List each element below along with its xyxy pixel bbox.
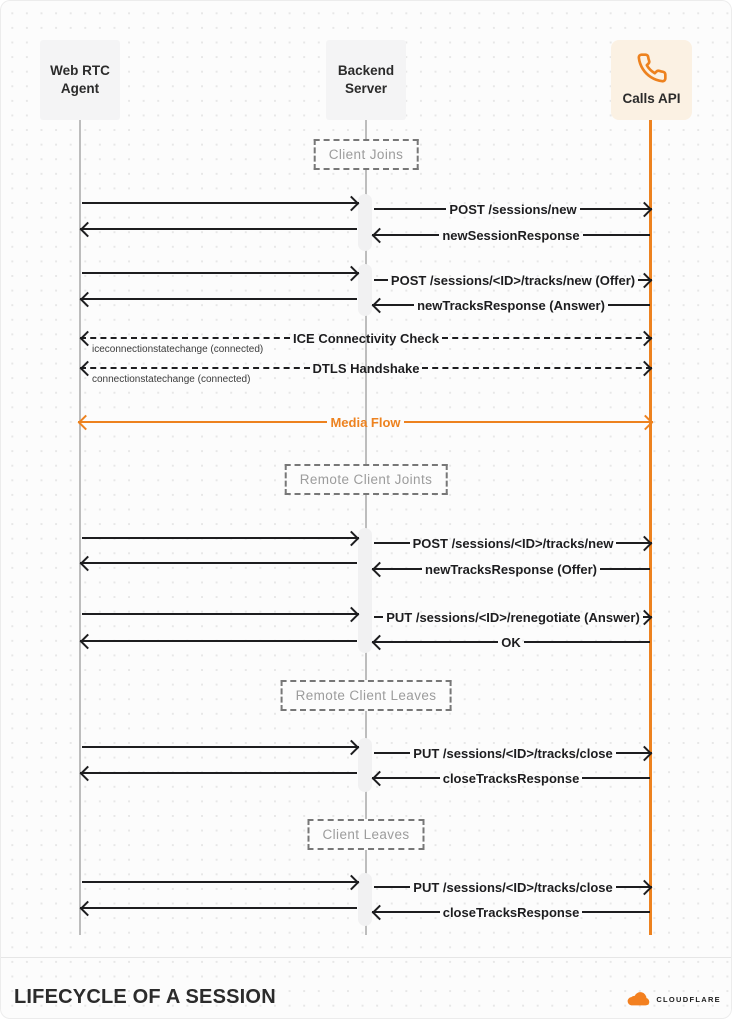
message-arrow [82, 263, 357, 283]
cloudflare-cloud-icon [625, 992, 653, 1007]
arrowhead-left-icon [80, 221, 96, 237]
arrow-line [374, 886, 410, 888]
arrow-line [82, 881, 359, 883]
arrow-line [374, 616, 383, 618]
message-label: Media Flow [330, 414, 401, 430]
arrow-line [80, 337, 290, 339]
message-arrow [82, 553, 357, 573]
arrowhead-left-icon [80, 633, 96, 649]
event-subtext: connectionstatechange (connected) [92, 374, 251, 385]
arrowhead-left-icon [80, 765, 96, 781]
actor-calls-api-label: Calls API [622, 91, 681, 107]
message-arrow [374, 225, 650, 245]
actor-calls-api [611, 40, 692, 120]
actor-label-line: Server [344, 81, 388, 96]
arrow-line [80, 907, 357, 909]
arrowhead-left-icon [80, 555, 96, 571]
message-arrow [82, 604, 357, 624]
arrow-line [78, 421, 327, 423]
arrow-line [442, 337, 652, 339]
arrow-line [374, 279, 388, 281]
arrow-line [524, 641, 650, 643]
message-arrow [374, 199, 650, 219]
arrowhead-right-icon [637, 535, 653, 551]
arrowhead-right-icon [638, 414, 654, 430]
message-arrow [82, 763, 357, 783]
section-label-box: Remote Client Leaves [281, 680, 452, 711]
arrow-line [82, 272, 359, 274]
message-arrow [82, 528, 357, 548]
message-arrow [82, 219, 357, 239]
actor-backend-server-label [338, 62, 394, 97]
message-arrow [374, 877, 650, 897]
lifeline-webrtc-agent [79, 119, 81, 935]
actor-backend-server [326, 40, 406, 120]
actor-webrtc-agent [40, 40, 120, 120]
message-label: OK [501, 634, 521, 650]
message-arrow [374, 607, 650, 627]
message-label: PUT /sessions/<ID>/tracks/close [413, 745, 613, 761]
arrowhead-left-icon [80, 291, 96, 307]
arrowhead-right-icon [344, 606, 360, 622]
cloudflare-wordmark: CLOUDFLARE [656, 995, 721, 1004]
arrowhead-right-icon [344, 739, 360, 755]
activation-bar [358, 528, 372, 653]
arrow-line [583, 234, 650, 236]
actor-webrtc-agent-label [50, 62, 110, 97]
activation-bar [358, 264, 372, 316]
actor-label-line: Backend [337, 63, 395, 79]
message-arrow [82, 193, 357, 213]
arrow-line [82, 746, 359, 748]
message-label: PUT /sessions/<ID>/renegotiate (Answer) [386, 609, 640, 625]
message-label: POST /sessions/new [449, 201, 577, 217]
message-label: PUT /sessions/<ID>/tracks/close [413, 879, 613, 895]
arrowhead-left-icon [372, 297, 388, 313]
message-arrow [374, 743, 650, 763]
section-label-box: Client Leaves [308, 819, 425, 850]
arrow-line [582, 911, 650, 913]
arrow-line [608, 304, 650, 306]
arrowhead-left-icon [80, 900, 96, 916]
arrow-line [374, 752, 410, 754]
message-arrow [374, 559, 650, 579]
arrowhead-right-icon [637, 745, 653, 761]
activation-bar [358, 738, 372, 792]
arrow-line [82, 613, 359, 615]
arrowhead-left-icon [372, 561, 388, 577]
message-arrow [374, 270, 650, 290]
arrow-line [80, 772, 357, 774]
arrow-line [422, 367, 652, 369]
arrow-line [80, 640, 357, 642]
message-label: ICE Connectivity Check [293, 330, 439, 346]
message-label: newTracksResponse (Answer) [417, 297, 605, 313]
arrowhead-right-icon [344, 530, 360, 546]
arrow-line [80, 228, 357, 230]
arrow-line [82, 537, 359, 539]
arrowhead-left-icon [372, 634, 388, 650]
arrow-line [374, 542, 410, 544]
message-arrow [82, 898, 357, 918]
activation-bar [358, 873, 372, 926]
message-arrow [374, 902, 650, 922]
section-label-box: Client Joins [314, 139, 419, 170]
footer-divider [0, 957, 732, 958]
cloudflare-logo [625, 992, 721, 1007]
arrow-line [372, 641, 498, 643]
arrowhead-right-icon [637, 201, 653, 217]
arrowhead-left-icon [372, 904, 388, 920]
message-arrow [374, 632, 650, 652]
message-label: POST /sessions/<ID>/tracks/new (Offer) [390, 272, 636, 288]
arrowhead-right-icon [344, 874, 360, 890]
message-arrow [80, 412, 651, 432]
event-subtext: iceconnectionstatechange (connected) [92, 344, 264, 355]
actor-label-line: Web RTC [50, 63, 110, 79]
message-arrow [374, 295, 650, 315]
arrow-line [600, 568, 650, 570]
arrowhead-right-icon [637, 879, 653, 895]
message-label: POST /sessions/<ID>/tracks/new [412, 535, 614, 551]
phone-icon [636, 52, 668, 84]
page-title: LIFECYCLE OF A SESSION [14, 986, 276, 1008]
message-arrow [374, 768, 650, 788]
message-arrow [82, 737, 357, 757]
actor-label-line: Agent [60, 81, 100, 96]
message-label: closeTracksResponse [442, 770, 580, 786]
message-arrow [82, 872, 357, 892]
message-label: newSessionResponse [442, 227, 580, 243]
arrow-line [404, 421, 653, 423]
message-label: DTLS Handshake [312, 360, 420, 376]
arrow-line [582, 777, 650, 779]
arrowhead-left-icon [372, 770, 388, 786]
activation-bar [358, 194, 372, 251]
arrowhead-right-icon [637, 330, 653, 346]
message-arrow [82, 289, 357, 309]
arrow-line [80, 298, 357, 300]
message-label: closeTracksResponse [442, 904, 580, 920]
message-label: newTracksResponse (Offer) [425, 561, 597, 577]
section-label-box: Remote Client Joints [285, 464, 448, 495]
arrow-line [80, 562, 357, 564]
arrowhead-right-icon [637, 360, 653, 376]
arrow-line [374, 208, 446, 210]
arrow-line [80, 367, 310, 369]
arrowhead-right-icon [637, 272, 653, 288]
arrowhead-left-icon [78, 414, 94, 430]
message-arrow [374, 533, 650, 553]
arrow-line [82, 202, 359, 204]
arrowhead-left-icon [372, 227, 388, 243]
message-arrow [82, 631, 357, 651]
arrowhead-right-icon [344, 195, 360, 211]
arrowhead-right-icon [344, 265, 360, 281]
